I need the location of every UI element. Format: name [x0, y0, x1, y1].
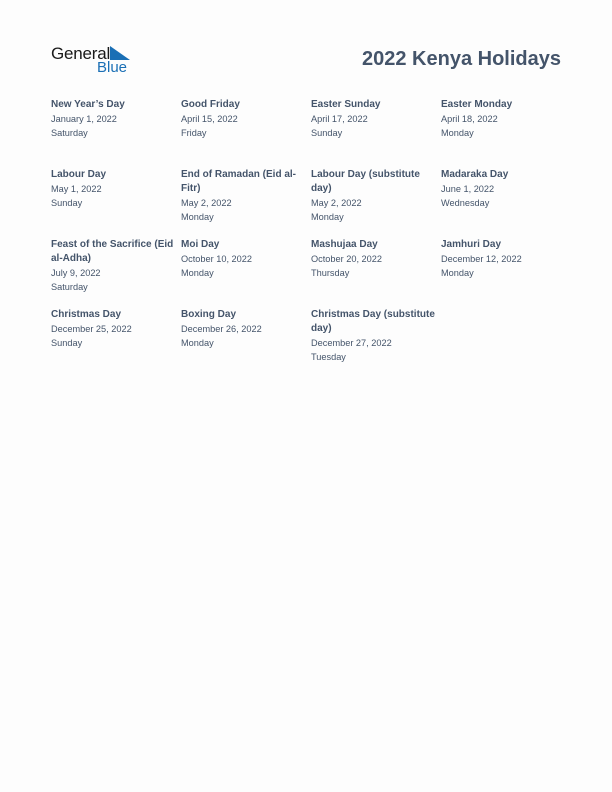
holiday-name: Christmas Day: [51, 309, 122, 320]
holiday-entry: [181, 308, 305, 350]
holiday-date: May 2, 2022: [181, 198, 232, 208]
holiday-weekday: Tuesday: [311, 352, 346, 362]
holiday-date: October 10, 2022: [181, 254, 252, 264]
holiday-entry: [51, 168, 175, 210]
holiday-name: New Year’s Day: [51, 99, 125, 110]
holiday-date: April 17, 2022: [311, 114, 368, 124]
holiday-name: Good Friday: [181, 99, 240, 110]
holiday-weekday: Sunday: [51, 338, 83, 348]
holiday-weekday: Saturday: [51, 282, 88, 292]
holiday-grid: [51, 98, 571, 378]
holiday-date: December 25, 2022: [51, 324, 132, 334]
holiday-date: January 1, 2022: [51, 114, 117, 124]
holiday-row: [51, 308, 571, 378]
holiday-entry: [181, 238, 305, 280]
holiday-row: [51, 98, 571, 168]
holiday-entry: [311, 308, 435, 364]
holiday-name: Mashujaa Day: [311, 239, 378, 250]
holiday-name: Madaraka Day: [441, 169, 509, 180]
holiday-name: Christmas Day (substitute day): [311, 309, 435, 334]
holiday-name: Labour Day: [51, 169, 107, 180]
holiday-date: April 18, 2022: [441, 114, 498, 124]
logo-word-blue: Blue: [97, 59, 128, 76]
holiday-entry: [51, 308, 175, 350]
holiday-entry: [311, 168, 435, 224]
holiday-entry: [181, 168, 305, 224]
holiday-name: Easter Sunday: [311, 99, 381, 110]
holiday-entry: [51, 98, 175, 140]
holiday-date: April 15, 2022: [181, 114, 238, 124]
holiday-name: Jamhuri Day: [441, 239, 502, 250]
holiday-name: Feast of the Sacrifice (Eid al-Adha): [51, 239, 174, 264]
holiday-name: Moi Day: [181, 239, 220, 250]
holiday-entry: [51, 238, 175, 294]
holiday-name: Labour Day (substitute day): [311, 169, 420, 194]
holiday-date: June 1, 2022: [441, 184, 495, 194]
holiday-date: May 1, 2022: [51, 184, 102, 194]
holiday-weekday: Sunday: [51, 198, 83, 208]
holiday-date: October 20, 2022: [311, 254, 382, 264]
holiday-entry: [441, 98, 565, 140]
holiday-date: December 26, 2022: [181, 324, 262, 334]
holiday-row: [51, 238, 571, 308]
holiday-weekday: Thursday: [311, 268, 350, 278]
holiday-weekday: Monday: [311, 212, 344, 222]
holiday-name: Easter Monday: [441, 99, 513, 110]
holiday-entry: [441, 238, 565, 280]
holiday-weekday: Monday: [441, 128, 474, 138]
holiday-entry: [311, 238, 435, 280]
generalblue-logo: [51, 44, 141, 78]
holiday-date: July 9, 2022: [51, 268, 101, 278]
holiday-entry: [181, 98, 305, 140]
holiday-weekday: Monday: [441, 268, 474, 278]
holiday-date: December 27, 2022: [311, 338, 392, 348]
holiday-weekday: Monday: [181, 212, 214, 222]
holiday-name: Boxing Day: [181, 309, 237, 320]
holiday-entry: [311, 98, 435, 140]
holiday-weekday: Sunday: [311, 128, 343, 138]
logo-word-general: General: [51, 44, 111, 63]
holiday-entry: [441, 168, 565, 210]
holiday-weekday: Friday: [181, 128, 207, 138]
holiday-weekday: Monday: [181, 268, 214, 278]
holiday-weekday: Saturday: [51, 128, 88, 138]
holiday-date: December 12, 2022: [441, 254, 522, 264]
holiday-weekday: Wednesday: [441, 198, 490, 208]
holiday-row: [51, 168, 571, 238]
holiday-name: End of Ramadan (Eid al-Fitr): [181, 169, 297, 194]
page-title: 2022 Kenya Holidays: [362, 48, 561, 70]
holiday-weekday: Monday: [181, 338, 214, 348]
holiday-date: May 2, 2022: [311, 198, 362, 208]
